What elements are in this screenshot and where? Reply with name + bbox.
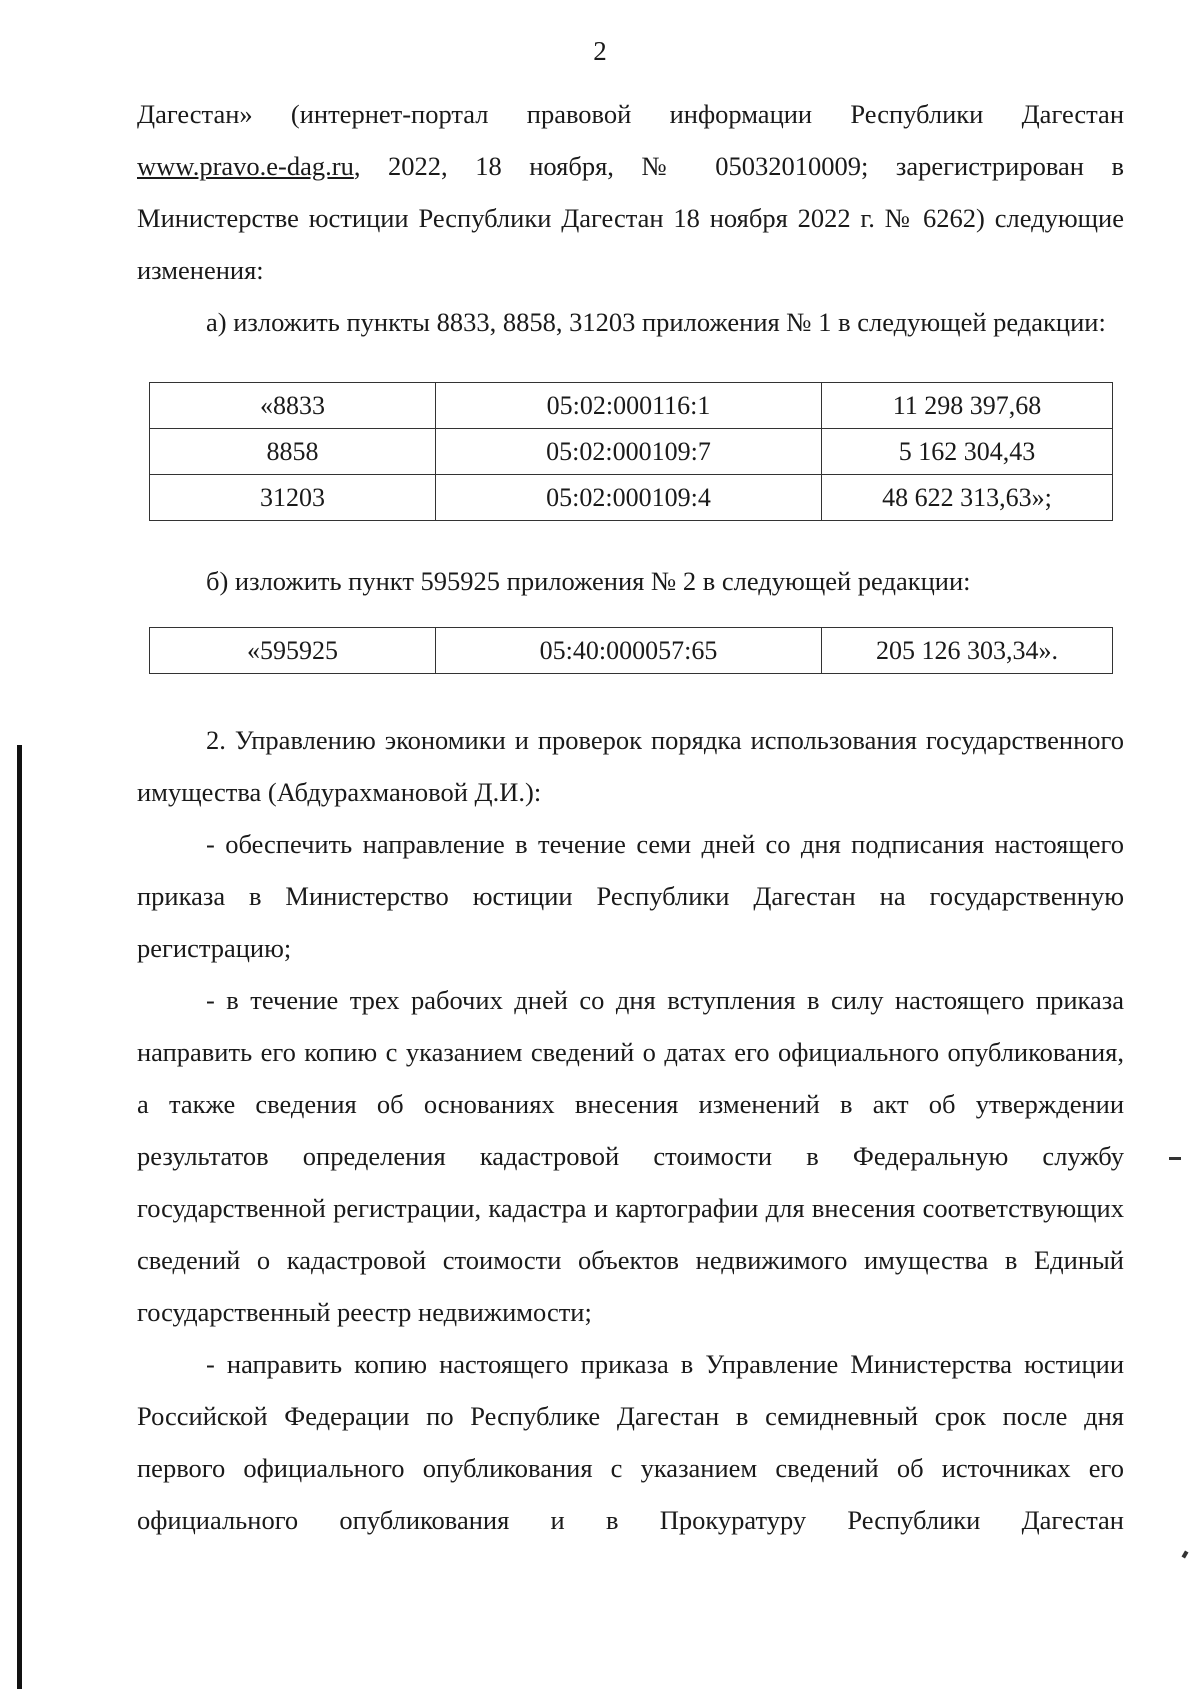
table-row [150, 383, 1113, 429]
cadastral-value-cell: 11 298 397,68 [822, 383, 1113, 429]
pravo-portal-link[interactable]: www.pravo.e-dag.ru [137, 151, 354, 181]
bullet-registration: - обеспечить направление в течение семи дней со дня подписания настоящего приказа в Министерство юстиции Республики Дагестан на государственную регистрацию; [137, 829, 1124, 963]
cadastral-number-cell: 05:02:000109:4 [436, 475, 822, 521]
cadastral-value-cell: 48 622 313,63»; [822, 475, 1113, 521]
cadastral-number-cell: 05:02:000109:7 [436, 429, 822, 475]
table-appendix-1 [149, 382, 1113, 521]
scan-speck [1182, 1550, 1189, 1558]
table-row [150, 429, 1113, 475]
bullet-ministry-copy: - направить копию настоящего приказа в Управление Министерства юстиции Российской Федерации по Республике Дагестан в семидневный срок после дня первого официального опубликования с указанием сведений об источниках его официального опубликования и в Прокуратуру Республики Дагестан [137, 1349, 1124, 1535]
bullet-rosreestr: - в течение трех рабочих дней со дня вступления в силу настоящего приказа направить его копию с указанием сведений о датах его официального опубликования, а также сведения об основаниях внесения изменений в акт об утверждении результатов определения кадастровой стоимости в Федеральную службу государственной регистрации, кадастра и картографии для внесения соответствующих сведений о кадастровой стоимости объектов недвижимого имущества в Единый государственный реестр недвижимости; [137, 985, 1124, 1327]
table-appendix-2 [149, 627, 1113, 674]
table-row [150, 475, 1113, 521]
intro-line-1: Дагестан» (интернет-портал правовой информации Республики Дагестан [137, 99, 1124, 129]
item-number-cell: 8858 [150, 429, 436, 475]
cadastral-number-cell: 05:40:000057:65 [436, 628, 822, 674]
item-a-text: а) изложить пункты 8833, 8858, 31203 приложения № 1 в следующей редакции: [206, 307, 1106, 337]
document-body [137, 88, 1124, 1546]
cadastral-value-cell: 205 126 303,34». [822, 628, 1113, 674]
item-number-cell: «595925 [150, 628, 436, 674]
page-number: 2 [593, 36, 607, 66]
cadastral-number-cell: 05:02:000116:1 [436, 383, 822, 429]
item-b-text: б) изложить пункт 595925 приложения № 2 в следующей редакции: [206, 566, 971, 596]
scan-speck [1169, 1157, 1181, 1160]
item-number-cell: 31203 [150, 475, 436, 521]
paragraph-2: 2. Управлению экономики и проверок порядка использования государственного имущества (Абдурахмановой Д.И.): [137, 725, 1124, 807]
item-number-cell: «8833 [150, 383, 436, 429]
table-row [150, 628, 1113, 674]
cadastral-value-cell: 5 162 304,43 [822, 429, 1113, 475]
intro-text: , 2022, 18 ноября, № 05032010009; зарегистрирован в Министерстве юстиции Республики Дагестан 18 ноября 2022 г. № 6262) следующие изменения: [137, 151, 1124, 285]
intro-continuation [137, 140, 1124, 296]
scan-margin-bar [17, 745, 22, 1689]
